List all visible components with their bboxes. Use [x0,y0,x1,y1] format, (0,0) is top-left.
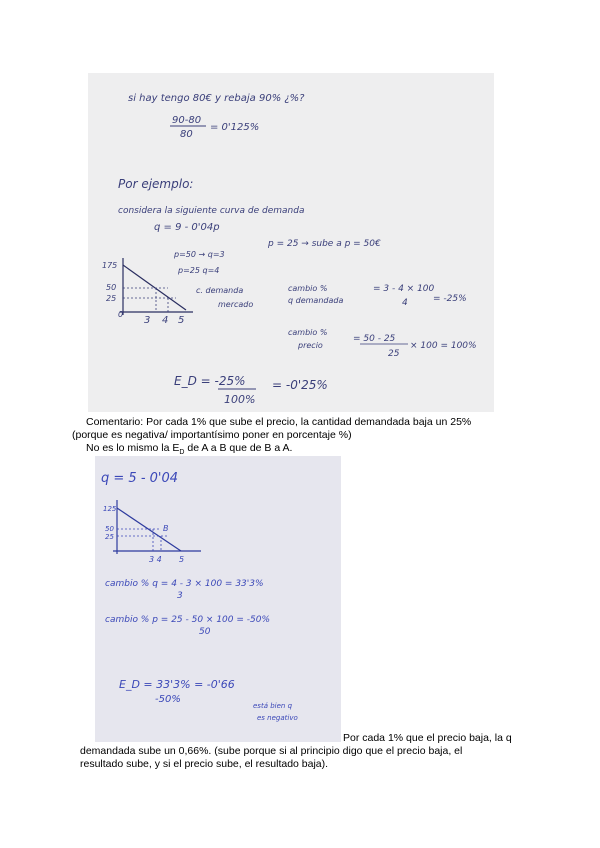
por-cada-line-3: resultado sube, y si el precio sube, el resultado baja). [80,758,329,770]
photo2-x-34: 3 4 [149,555,162,564]
no-es-pre: No es lo mismo la E [86,442,180,454]
photo2-x-5: 5 [179,555,185,564]
photo1-precio-cambio: p = 25 → sube a p = 50€ [268,239,381,249]
photo1-x-5: 5 [178,315,185,326]
photo1-x-4: 4 [162,315,169,326]
photo1-ed-res: = -0'25% [272,378,328,392]
photo2-ed: E_D = 33'3% = -0'66 [119,678,235,691]
photo2-ecuacion: q = 5 - 0'04 [101,471,179,486]
handwritten-notes-photo-1 [88,73,494,412]
photo2-cambio-p-den: 50 [199,627,211,637]
photo2-cambio-q-den: 3 [177,591,183,601]
photo2-ed-den: -50% [155,694,181,705]
photo2-axis-50: 50 [105,525,114,533]
photo1-x-3: 3 [144,315,151,326]
photo2-pt-b: B [163,524,169,533]
no-es-sub: D [179,449,185,457]
por-cada-line-1: Por cada 1% que el precio baja, la q [343,732,512,744]
photo1-cambio-p-res: × 100 = 100% [410,341,477,351]
handwritten-notes-photo-2 [95,456,341,742]
photo1-calc1-num: 90-80 [172,115,202,126]
por-cada-line-2: demandada sube un 0,66%. (sube porque si al principio digo que el precio baja, el [80,745,463,757]
photo2-nota-1: está bien q [253,702,293,710]
photo1-ecuacion: q = 9 - 0'04p [154,222,220,233]
photo1-pt-a: p=50 → q=3 [174,250,225,259]
photo1-curva1: c. demanda [196,286,244,295]
photo1-cambio-p-calc: = 50 - 25 [353,334,396,344]
photo1-axis-25: 25 [106,294,117,303]
comentario-line-2: (porque es negativa/ importantísimo poner en porcentaje %) [72,429,352,441]
photo2-axis-125: 125 [103,505,117,513]
photo2-cambio-q: cambio % q = 4 - 3 × 100 = 33'3% [105,579,264,589]
photo2-nota-2: es negativo [257,714,298,722]
photo2-cambio-p: cambio % p = 25 - 50 × 100 = -50% [105,615,271,625]
photo1-cambio-q-label2: q demandada [288,296,344,305]
photo1-axis-0: 0 [118,310,124,319]
no-es-post: de A a B que de B a A. [184,442,293,454]
photo1-cambio-p-label2: precio [298,341,323,350]
photo1-ejemplo: Por ejemplo: [118,177,194,191]
photo1-considera: considera la siguiente curva de demanda [118,206,305,216]
photo1-cambio-q-res: = -25% [433,294,467,304]
photo1-axis-50: 50 [106,283,117,292]
photo1-axis-175: 175 [102,261,118,270]
photo2-axis-25: 25 [105,533,114,541]
photo1-pt-b: p=25 q=4 [178,266,220,275]
photo1-calc1-res: = 0'125% [210,122,260,133]
photo1-ed-label: E_D = -25% [174,374,246,388]
photo1-cambio-q-label1: cambio % [288,284,328,293]
photo1-calc1-den: 80 [180,129,193,140]
photo1-curva2: mercado [218,300,254,309]
photo1-cambio-q-calc: = 3 - 4 × 100 [373,284,435,294]
photo1-ed-den: 100% [224,393,256,406]
photo1-cambio-q-den: 4 [402,298,408,308]
photo1-line1: si hay tengo 80€ y rebaja 90% ¿%? [128,93,305,104]
photo1-cambio-p-den: 25 [388,349,400,359]
comentario-line-1: Comentario: Por cada 1% que sube el precio, la cantidad demandada baja un 25% [86,416,472,428]
photo1-cambio-p-label1: cambio % [288,328,328,337]
